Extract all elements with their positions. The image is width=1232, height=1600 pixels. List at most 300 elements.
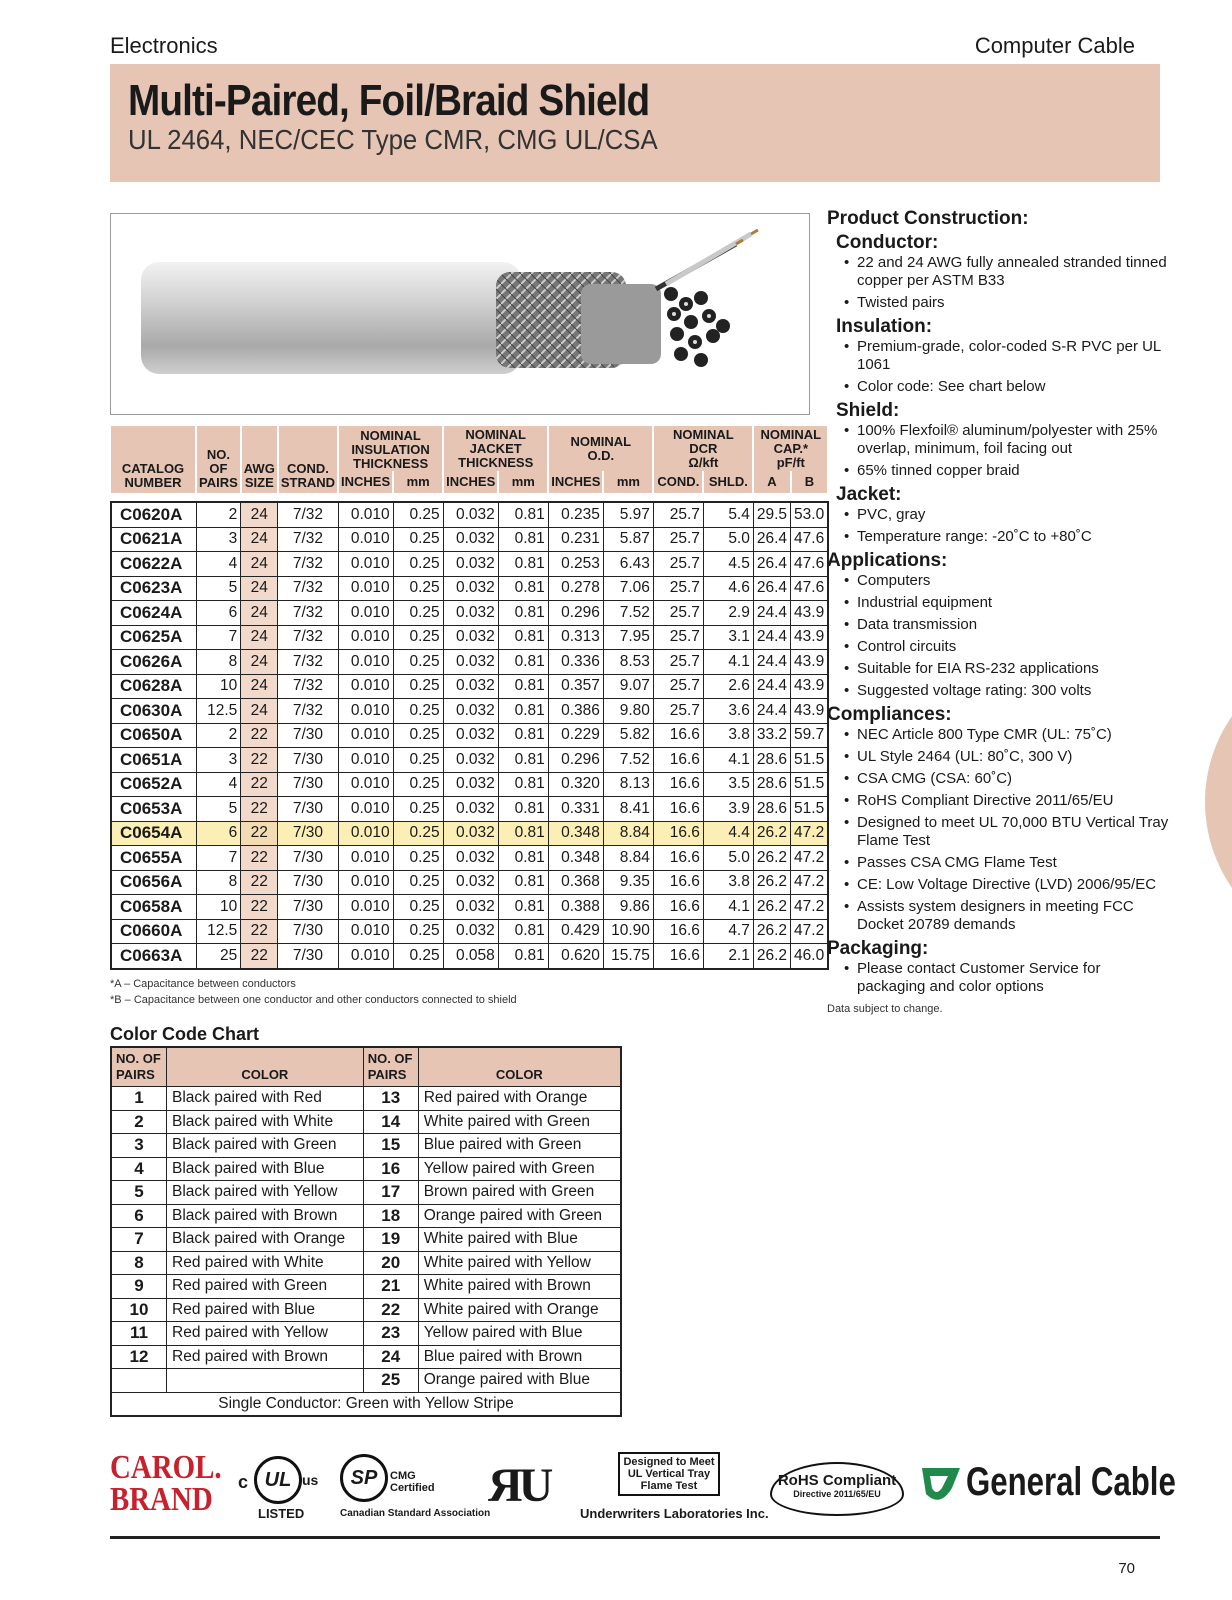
table-cell: 7/32 <box>278 576 338 601</box>
table-cell: 0.010 <box>338 674 393 699</box>
table-row <box>111 576 828 601</box>
table-cell: 0.429 <box>548 919 603 944</box>
table-cell: 47.2 <box>791 821 829 846</box>
table-cell: 28.6 <box>753 772 790 797</box>
catalog-number: C0656A <box>111 870 196 895</box>
table-cell: 43.9 <box>791 699 829 724</box>
pair-number: 23 <box>363 1322 418 1346</box>
table-cell: 7.06 <box>603 576 653 601</box>
table-cell: 4.5 <box>703 552 753 577</box>
table-cell: 7/30 <box>278 895 338 920</box>
table-cell: 47.6 <box>791 552 829 577</box>
table-cell: 0.25 <box>393 870 443 895</box>
table-cell: 0.313 <box>548 625 603 650</box>
single-conductor-note: Single Conductor: Green with Yellow Stripe <box>111 1392 621 1416</box>
catalog-number: C0626A <box>111 650 196 675</box>
table-cell: 0.231 <box>548 527 603 552</box>
table-cell: 0.81 <box>498 870 548 895</box>
table-cell: 47.6 <box>791 576 829 601</box>
list-item: • Premium-grade, color-coded S-R PVC per UL 1061 <box>844 338 1172 374</box>
col-jacket: NOMINAL JACKET THICKNESS <box>443 426 548 471</box>
pair-color <box>167 1369 364 1393</box>
table-cell: 7/32 <box>278 674 338 699</box>
list-item: • Twisted pairs <box>844 294 1172 312</box>
pair-color: Black paired with Red <box>167 1087 364 1111</box>
table-cell: 22 <box>241 821 278 846</box>
pair-color: Red paired with Orange <box>418 1087 621 1111</box>
table-cell: 7/32 <box>278 601 338 626</box>
table-cell: 0.032 <box>443 919 498 944</box>
table-cell: 3 <box>196 748 241 773</box>
table-cell: 12.5 <box>196 919 241 944</box>
pair-color: White paired with Orange <box>418 1298 621 1322</box>
table-cell: 0.81 <box>498 797 548 822</box>
table-cell: 47.2 <box>791 846 829 871</box>
construction-list <box>827 572 1172 700</box>
table-row <box>111 723 828 748</box>
list-item: • CSA CMG (CSA: 60˚C) <box>844 770 1172 788</box>
pair-color: Red paired with White <box>167 1251 364 1275</box>
table-cell: 16.6 <box>653 797 703 822</box>
table-cell: 25.7 <box>653 601 703 626</box>
table-row <box>111 1298 621 1322</box>
table-row <box>111 1251 621 1275</box>
pair-number: 6 <box>111 1204 167 1228</box>
sub-mm: mm <box>603 471 653 493</box>
construction-sections <box>827 234 1172 996</box>
table-cell: 0.235 <box>548 502 603 527</box>
table-cell: 24 <box>241 650 278 675</box>
pair-color: Red paired with Green <box>167 1275 364 1299</box>
table-cell: 5.82 <box>603 723 653 748</box>
ul-listed-logo: c UL us LISTED <box>238 1452 334 1522</box>
table-row <box>111 1181 621 1205</box>
table-cell: 4 <box>196 552 241 577</box>
table-cell: 0.032 <box>443 846 498 871</box>
table-cell: 24.4 <box>753 699 790 724</box>
pair-color: Blue paired with Green <box>418 1134 621 1158</box>
table-cell: 25.7 <box>653 674 703 699</box>
page-title: Multi-Paired, Foil/Braid Shield <box>128 76 650 125</box>
catalog-number: C0624A <box>111 601 196 626</box>
table-cell: 9.86 <box>603 895 653 920</box>
table-cell: 7/30 <box>278 919 338 944</box>
table-cell: 47.2 <box>791 919 829 944</box>
list-item: • CE: Low Voltage Directive (LVD) 2006/95/EC <box>844 876 1172 894</box>
table-cell: 24 <box>241 502 278 527</box>
table-cell: 24 <box>241 527 278 552</box>
pair-number: 15 <box>363 1134 418 1158</box>
table-row <box>111 527 828 552</box>
table-cell: 3.1 <box>703 625 753 650</box>
catalog-number: C0625A <box>111 625 196 650</box>
table-cell: 0.320 <box>548 772 603 797</box>
table-cell: 43.9 <box>791 650 829 675</box>
table-cell: 22 <box>241 723 278 748</box>
table-cell: 0.010 <box>338 895 393 920</box>
table-cell: 24 <box>241 576 278 601</box>
table-cell: 0.058 <box>443 944 498 969</box>
table-cell: 53.0 <box>791 502 829 527</box>
pair-number: 4 <box>111 1157 167 1181</box>
sub-mm: mm <box>498 471 548 493</box>
table-cell: 3.5 <box>703 772 753 797</box>
catalog-number: C0623A <box>111 576 196 601</box>
cc-col-color: COLOR <box>167 1047 364 1087</box>
construction-list <box>827 338 1172 396</box>
list-item: • Assists system designers in meeting FCC Docket 20789 demands <box>844 898 1172 934</box>
table-cell: 6.43 <box>603 552 653 577</box>
table-cell: 16.6 <box>653 846 703 871</box>
pair-color: Black paired with White <box>167 1110 364 1134</box>
table-cell: 7/32 <box>278 699 338 724</box>
table-cell: 0.25 <box>393 797 443 822</box>
table-cell: 0.229 <box>548 723 603 748</box>
table-cell: 7/30 <box>278 797 338 822</box>
table-cell: 8.13 <box>603 772 653 797</box>
pair-color: Orange paired with Blue <box>418 1369 621 1393</box>
table-cell: 0.81 <box>498 674 548 699</box>
table-row <box>111 1322 621 1346</box>
table-row <box>111 1345 621 1369</box>
pair-number: 10 <box>111 1298 167 1322</box>
pair-number: 1 <box>111 1087 167 1111</box>
pair-number: 9 <box>111 1275 167 1299</box>
table-cell: 7.52 <box>603 748 653 773</box>
table-row <box>111 601 828 626</box>
pair-number: 5 <box>111 1181 167 1205</box>
table-cell: 5.87 <box>603 527 653 552</box>
table-cell: 43.9 <box>791 601 829 626</box>
table-cell: 25.7 <box>653 650 703 675</box>
table-row <box>111 919 828 944</box>
list-item: • Please contact Customer Service for packaging and color options <box>844 960 1172 996</box>
table-cell: 6 <box>196 601 241 626</box>
pair-color: Black paired with Brown <box>167 1204 364 1228</box>
table-cell: 0.010 <box>338 846 393 871</box>
table-cell: 24.4 <box>753 674 790 699</box>
pair-color: Red paired with Blue <box>167 1298 364 1322</box>
list-item: • Suitable for EIA RS-232 applications <box>844 660 1172 678</box>
construction-list <box>827 422 1172 480</box>
table-cell: 0.010 <box>338 601 393 626</box>
rohs-logo: RoHS Compliant Directive 2011/65/EU <box>770 1462 904 1516</box>
pair-color: Black paired with Blue <box>167 1157 364 1181</box>
table-cell: 28.6 <box>753 748 790 773</box>
pair-number: 20 <box>363 1251 418 1275</box>
table-cell: 0.010 <box>338 625 393 650</box>
table-cell: 0.032 <box>443 772 498 797</box>
table-cell: 3.9 <box>703 797 753 822</box>
pair-color: Red paired with Brown <box>167 1345 364 1369</box>
pair-color: Yellow paired with Green <box>418 1157 621 1181</box>
col-dcr: NOMINAL DCR Ω/kft <box>653 426 753 471</box>
table-cell: 0.032 <box>443 502 498 527</box>
catalog-number: C0654A <box>111 821 196 846</box>
table-cell: 4.1 <box>703 895 753 920</box>
table-cell: 9.35 <box>603 870 653 895</box>
table-cell: 25.7 <box>653 699 703 724</box>
data-note: Data subject to change. <box>827 1003 943 1015</box>
table-cell: 0.296 <box>548 748 603 773</box>
table-row <box>111 895 828 920</box>
table-cell: 0.010 <box>338 576 393 601</box>
catalog-number: C0660A <box>111 919 196 944</box>
table-cell: 25.7 <box>653 625 703 650</box>
table-cell: 0.388 <box>548 895 603 920</box>
cc-col-pairs: NO. OF PAIRS <box>363 1047 418 1087</box>
table-row <box>111 625 828 650</box>
category-label: Computer Cable <box>974 33 1135 58</box>
pair-number: 24 <box>363 1345 418 1369</box>
table-cell: 0.032 <box>443 797 498 822</box>
table-cell: 46.0 <box>791 944 829 969</box>
table-cell: 26.4 <box>753 576 790 601</box>
table-cell: 0.032 <box>443 552 498 577</box>
table-cell: 0.032 <box>443 601 498 626</box>
sub-inches: INCHES <box>548 471 603 493</box>
table-cell: 10 <box>196 895 241 920</box>
table-cell: 0.81 <box>498 601 548 626</box>
table-cell: 7/30 <box>278 821 338 846</box>
pair-number: 19 <box>363 1228 418 1252</box>
table-cell: 2.6 <box>703 674 753 699</box>
list-item: • Computers <box>844 572 1172 590</box>
table-cell: 5.0 <box>703 846 753 871</box>
table-cell: 0.357 <box>548 674 603 699</box>
table-cell: 8 <box>196 870 241 895</box>
table-cell: 0.032 <box>443 699 498 724</box>
sub-b: B <box>791 471 829 493</box>
spec-table <box>110 426 829 970</box>
general-cable-logo: General Cable <box>920 1460 1160 1516</box>
table-cell: 3.8 <box>703 723 753 748</box>
table-cell: 3.6 <box>703 699 753 724</box>
col-pairs: NO. OF PAIRS <box>196 426 241 493</box>
table-cell: 6 <box>196 821 241 846</box>
table-cell: 26.2 <box>753 821 790 846</box>
table-cell: 0.010 <box>338 527 393 552</box>
sub-inches: INCHES <box>338 471 393 493</box>
catalog-number: C0628A <box>111 674 196 699</box>
table-cell: 0.032 <box>443 821 498 846</box>
pair-number: 21 <box>363 1275 418 1299</box>
table-cell: 0.032 <box>443 870 498 895</box>
table-cell: 0.010 <box>338 870 393 895</box>
table-row <box>111 772 828 797</box>
table-cell: 7/32 <box>278 527 338 552</box>
sub-mm: mm <box>393 471 443 493</box>
table-cell: 7.95 <box>603 625 653 650</box>
catalog-number: C0620A <box>111 502 196 527</box>
catalog-number: C0651A <box>111 748 196 773</box>
table-cell: 0.278 <box>548 576 603 601</box>
table-cell: 0.032 <box>443 748 498 773</box>
table-cell: 0.010 <box>338 797 393 822</box>
table-cell: 29.5 <box>753 502 790 527</box>
table-cell: 0.81 <box>498 723 548 748</box>
table-cell: 16.6 <box>653 919 703 944</box>
table-cell: 0.25 <box>393 944 443 969</box>
table-row <box>111 1157 621 1181</box>
table-cell: 4 <box>196 772 241 797</box>
table-cell: 0.25 <box>393 723 443 748</box>
table-cell: 24 <box>241 552 278 577</box>
pair-color: White paired with Blue <box>418 1228 621 1252</box>
table-cell: 24 <box>241 674 278 699</box>
sub-cond: COND. <box>653 471 703 493</box>
table-cell: 0.81 <box>498 502 548 527</box>
list-item: • Industrial equipment <box>844 594 1172 612</box>
table-cell: 0.81 <box>498 821 548 846</box>
pair-color: Brown paired with Green <box>418 1181 621 1205</box>
table-row <box>111 870 828 895</box>
list-item: • Control circuits <box>844 638 1172 656</box>
table-cell: 2 <box>196 502 241 527</box>
table-cell: 0.336 <box>548 650 603 675</box>
pair-number: 2 <box>111 1110 167 1134</box>
table-cell: 0.010 <box>338 552 393 577</box>
list-item: • Suggested voltage rating: 300 volts <box>844 682 1172 700</box>
table-cell: 25.7 <box>653 576 703 601</box>
table-cell: 0.25 <box>393 919 443 944</box>
table-cell: 33.2 <box>753 723 790 748</box>
table-cell: 26.2 <box>753 870 790 895</box>
table-cell: 0.25 <box>393 650 443 675</box>
table-cell: 7/30 <box>278 748 338 773</box>
table-cell: 0.010 <box>338 821 393 846</box>
footnote-a: *A – Capacitance between conductors <box>110 978 296 990</box>
pair-number: 18 <box>363 1204 418 1228</box>
table-cell: 2.9 <box>703 601 753 626</box>
construction-section-title: Insulation: <box>836 316 933 337</box>
cable-photo <box>110 213 810 415</box>
table-row <box>111 944 828 969</box>
list-item: • Temperature range: -20˚C to +80˚C <box>844 528 1172 546</box>
pair-color: Black paired with Orange <box>167 1228 364 1252</box>
spec-table-body <box>111 502 828 969</box>
table-cell: 0.348 <box>548 846 603 871</box>
table-cell: 15.75 <box>603 944 653 969</box>
pair-number: 22 <box>363 1298 418 1322</box>
color-code-table <box>110 1046 622 1417</box>
table-cell: 0.010 <box>338 723 393 748</box>
table-cell: 0.010 <box>338 772 393 797</box>
table-row <box>111 552 828 577</box>
catalog-number: C0655A <box>111 846 196 871</box>
table-cell: 25.7 <box>653 527 703 552</box>
table-cell: 0.032 <box>443 895 498 920</box>
catalog-number: C0630A <box>111 699 196 724</box>
table-cell: 22 <box>241 772 278 797</box>
table-cell: 7/30 <box>278 870 338 895</box>
table-cell: 0.81 <box>498 944 548 969</box>
table-cell: 4.7 <box>703 919 753 944</box>
construction-section-title: Jacket: <box>836 484 902 505</box>
table-cell: 0.331 <box>548 797 603 822</box>
pair-number: 14 <box>363 1110 418 1134</box>
table-cell: 7 <box>196 625 241 650</box>
table-cell: 0.032 <box>443 723 498 748</box>
list-item: • Passes CSA CMG Flame Test <box>844 854 1172 872</box>
table-cell: 0.81 <box>498 699 548 724</box>
pair-number: 7 <box>111 1228 167 1252</box>
construction-section-title: Conductor: <box>836 232 939 253</box>
table-cell: 16.6 <box>653 944 703 969</box>
table-cell: 0.253 <box>548 552 603 577</box>
table-cell: 7/32 <box>278 625 338 650</box>
table-row <box>111 674 828 699</box>
table-cell: 4.4 <box>703 821 753 846</box>
table-cell: 0.25 <box>393 502 443 527</box>
table-cell: 8.84 <box>603 846 653 871</box>
sub-shld: SHLD. <box>703 471 753 493</box>
table-cell: 26.4 <box>753 527 790 552</box>
list-item: • Designed to meet UL 70,000 BTU Vertical Tray Flame Test <box>844 814 1172 850</box>
catalog-number: C0650A <box>111 723 196 748</box>
table-cell: 16.6 <box>653 748 703 773</box>
table-cell: 0.25 <box>393 772 443 797</box>
table-cell: 7/30 <box>278 944 338 969</box>
table-cell: 8.84 <box>603 821 653 846</box>
pair-number: 13 <box>363 1087 418 1111</box>
page-subtitle: UL 2464, NEC/CEC Type CMR, CMG UL/CSA <box>128 124 658 155</box>
table-cell: 28.6 <box>753 797 790 822</box>
table-cell: 24 <box>241 625 278 650</box>
table-row <box>111 846 828 871</box>
table-cell: 4.1 <box>703 748 753 773</box>
table-cell: 22 <box>241 944 278 969</box>
pair-color: Black paired with Yellow <box>167 1181 364 1205</box>
table-cell: 7/32 <box>278 552 338 577</box>
table-cell: 24.4 <box>753 650 790 675</box>
catalog-number: C0663A <box>111 944 196 969</box>
table-cell: 0.81 <box>498 748 548 773</box>
table-cell: 8 <box>196 650 241 675</box>
list-item: • 100% Flexfoil® aluminum/polyester with 25% overlap, minimum, foil facing out <box>844 422 1172 458</box>
table-cell: 43.9 <box>791 674 829 699</box>
table-cell: 0.386 <box>548 699 603 724</box>
pair-number: 12 <box>111 1345 167 1369</box>
list-item: • Data transmission <box>844 616 1172 634</box>
logo-row <box>110 1449 1176 1524</box>
table-cell: 0.368 <box>548 870 603 895</box>
list-item: • RoHS Compliant Directive 2011/65/EU <box>844 792 1172 810</box>
table-row <box>111 699 828 724</box>
pair-number: 8 <box>111 1251 167 1275</box>
decorative-circle <box>1205 652 1232 952</box>
section-label: Electronics <box>110 33 218 58</box>
table-cell: 7.52 <box>603 601 653 626</box>
table-cell: 0.25 <box>393 601 443 626</box>
table-row <box>111 1204 621 1228</box>
construction-list <box>827 506 1172 546</box>
table-cell: 5.0 <box>703 527 753 552</box>
table-cell: 0.81 <box>498 895 548 920</box>
table-row <box>111 1134 621 1158</box>
table-cell: 24.4 <box>753 625 790 650</box>
table-cell: 0.25 <box>393 552 443 577</box>
table-cell: 0.032 <box>443 650 498 675</box>
table-cell: 22 <box>241 797 278 822</box>
col-od: NOMINAL O.D. <box>548 426 653 471</box>
vertical-tray-logo: Designed to Meet UL Vertical Tray Flame Test Underwriters Laboratories Inc. <box>580 1452 750 1522</box>
catalog-number: C0658A <box>111 895 196 920</box>
table-row <box>111 1369 621 1393</box>
table-cell: 26.2 <box>753 846 790 871</box>
table-cell: 0.25 <box>393 576 443 601</box>
table-cell: 0.25 <box>393 821 443 846</box>
